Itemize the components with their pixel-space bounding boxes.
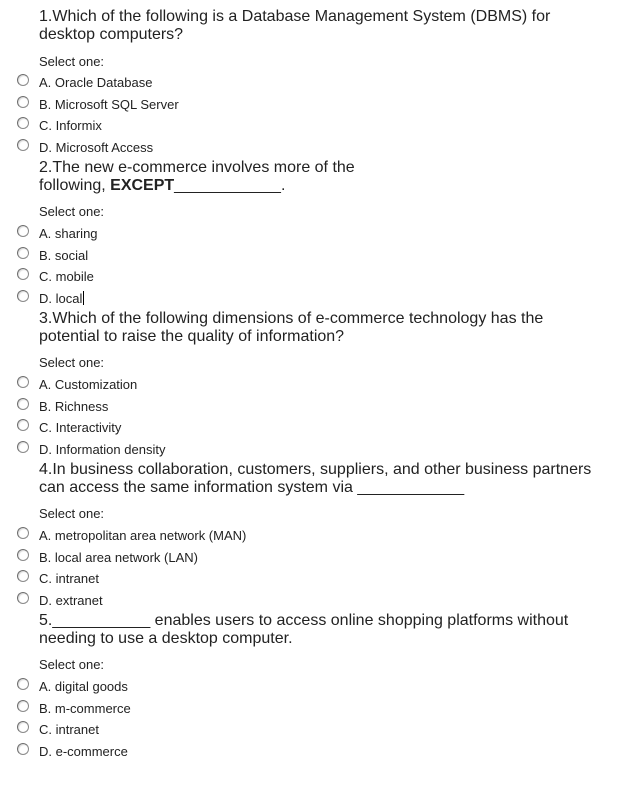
radio-button[interactable] — [17, 398, 29, 410]
option-label: D. local — [39, 291, 83, 306]
option-label: B. local area network (LAN) — [39, 550, 198, 565]
radio-button[interactable] — [17, 441, 29, 453]
option-label: D. extranet — [39, 593, 103, 608]
text-cursor — [83, 291, 84, 305]
q5-option-a[interactable] — [0, 678, 400, 694]
option-label: A. metropolitan area network (MAN) — [39, 528, 247, 543]
radio-button[interactable] — [17, 74, 29, 86]
question-2-line2-prefix: following, — [39, 177, 111, 194]
option-label: A. Oracle Database — [39, 75, 153, 90]
option-label: C. intranet — [39, 722, 99, 737]
option-label: C. Interactivity — [39, 420, 122, 435]
radio-button[interactable] — [17, 721, 29, 733]
radio-button[interactable] — [17, 570, 29, 582]
q4-option-d[interactable] — [0, 592, 400, 608]
question-3-text: 3.Which of the following dimensions of e-commerce technology has the potential to raise the quality of information? — [39, 310, 544, 345]
q5-option-b[interactable] — [0, 700, 400, 716]
question-2-blank: ____________. — [174, 177, 286, 194]
option-label: C. Informix — [39, 118, 102, 133]
select-one-label: Select one: — [39, 506, 105, 521]
question-4-text: 4.In business collaboration, customers, suppliers, and other business partners can access the same information system via ____________ — [39, 461, 592, 496]
option-label: C. mobile — [39, 269, 94, 284]
select-one-label: Select one: — [39, 54, 105, 69]
q2-option-c[interactable] — [0, 268, 400, 284]
question-5-text: 5.___________ enables users to access online shopping platforms without needing to use a desktop computer. — [39, 612, 569, 647]
q3-option-c[interactable] — [0, 419, 400, 435]
option-label: A. digital goods — [39, 679, 128, 694]
q2-option-a[interactable] — [0, 225, 400, 241]
radio-button[interactable] — [17, 117, 29, 129]
q4-option-b[interactable] — [0, 549, 400, 565]
option-label: A. Customization — [39, 377, 138, 392]
radio-button[interactable] — [17, 700, 29, 712]
question-1-text: 1.Which of the following is a Database Management System (DBMS) for desktop computers? — [39, 8, 551, 43]
q1-option-c[interactable] — [0, 117, 400, 133]
option-label: B. m-commerce — [39, 701, 131, 716]
q3-option-a[interactable] — [0, 376, 400, 392]
option-label: D. e-commerce — [39, 744, 128, 759]
radio-button[interactable] — [17, 592, 29, 604]
q3-option-b[interactable] — [0, 398, 400, 414]
radio-button[interactable] — [17, 247, 29, 259]
q2-option-d[interactable] — [0, 290, 400, 306]
q5-option-c[interactable] — [0, 721, 400, 737]
option-label: D. Information density — [39, 442, 166, 457]
radio-button[interactable] — [17, 743, 29, 755]
option-label: D. Microsoft Access — [39, 140, 154, 155]
q3-option-d[interactable] — [0, 441, 400, 457]
q4-option-a[interactable] — [0, 527, 400, 543]
radio-button[interactable] — [17, 376, 29, 388]
radio-button[interactable] — [17, 139, 29, 151]
q5-option-d[interactable] — [0, 743, 400, 759]
option-label: C. intranet — [39, 571, 99, 586]
radio-button[interactable] — [17, 268, 29, 280]
select-one-label: Select one: — [39, 204, 105, 219]
q2-option-b[interactable] — [0, 247, 400, 263]
option-label: A. sharing — [39, 226, 98, 241]
option-label: B. social — [39, 248, 89, 263]
select-one-label: Select one: — [39, 657, 105, 672]
question-2-line1: 2.The new e-commerce involves more of the — [39, 159, 355, 176]
question-2-text — [39, 159, 599, 195]
q4-option-c[interactable] — [0, 570, 400, 586]
radio-button[interactable] — [17, 678, 29, 690]
option-label-with-cursor — [39, 291, 84, 306]
q1-option-b[interactable] — [0, 96, 400, 112]
radio-button[interactable] — [17, 96, 29, 108]
select-one-label: Select one: — [39, 355, 105, 370]
radio-button[interactable] — [17, 419, 29, 431]
q1-option-d[interactable] — [0, 139, 400, 155]
q1-option-a[interactable] — [0, 74, 400, 90]
question-2-bold: EXCEPT — [110, 177, 175, 194]
radio-button[interactable] — [17, 225, 29, 237]
option-label: B. Richness — [39, 399, 109, 414]
option-label: B. Microsoft SQL Server — [39, 97, 179, 112]
radio-button[interactable] — [17, 549, 29, 561]
radio-button[interactable] — [17, 290, 29, 302]
radio-button[interactable] — [17, 527, 29, 539]
